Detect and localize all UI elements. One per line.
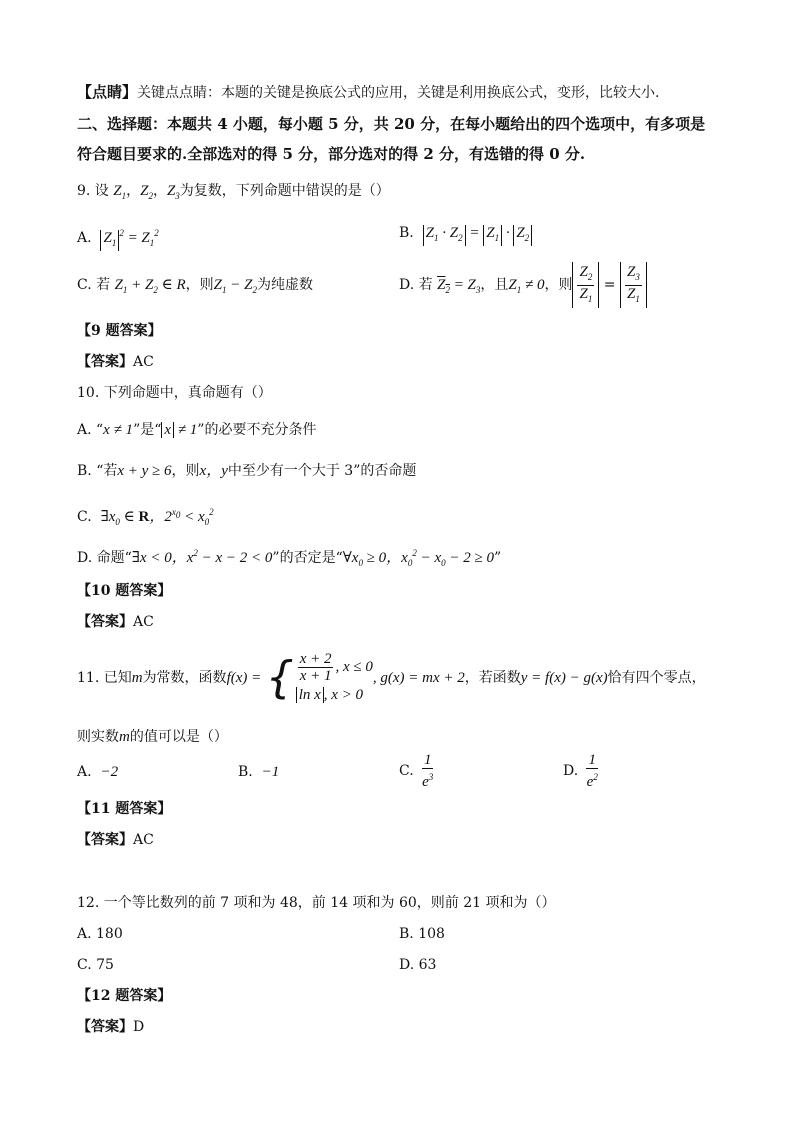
math: $Z_1 + Z_2$ ∈ R <box>114 277 186 295</box>
q11-stem: 11. 已知m为常数，函数f(x) = { $\frac{x + 2}{x + 1}$ , x ≤ 0 ln x , x > 0 , g(x) = mx + 2，若函数y = f(x) − g(x)恰有四个零点， <box>77 650 706 706</box>
q12-option-d: D. 63 <box>399 957 437 973</box>
math: $Z_1^2 = Z_1^2$ <box>100 230 158 246</box>
q10-stem: 10. 下列命题中，真命题有（） <box>77 385 272 401</box>
q11-option-b: B. −1 <box>238 764 280 780</box>
math: $Z_3$ <box>166 183 180 201</box>
q10-answer-tag: 【10 题答案】 <box>77 583 172 599</box>
q12-option-c: C. 75 <box>77 957 114 973</box>
q12-answer: 【答案】D <box>77 1019 145 1035</box>
q12-option-a: A. 180 <box>77 926 123 942</box>
q9-option-c: C. 若 $Z_1 + Z_2$ ∈ R，则$Z_1 - Z_2$为纯虚数 <box>77 277 313 295</box>
math: $Z_1 - Z_2$ <box>213 277 257 295</box>
q9-option-b: B. $Z_1 \cdot Z_2 = Z_1 \cdot Z_2$ <box>399 223 532 246</box>
q10-option-a: A. “x ≠ 1”是“ x ≠ 1”的必要不充分条件 <box>77 422 317 438</box>
math: $\frac{Z_3}{Z_1}$ <box>620 262 647 308</box>
dianjing-text: 关键点点睛：本题的关键是换底公式的应用，关键是利用换底公式，变形，比较大小. <box>137 85 660 101</box>
math: , g(x) = mx + 2 <box>372 670 465 686</box>
math: y = f(x) − g(x) <box>520 670 608 686</box>
math: $\forall x_0 \ge 0$，$x_0^2 - x_0 - 2 \ge 0$ <box>342 548 494 568</box>
dianjing-line <box>77 82 659 103</box>
math: m <box>119 729 130 745</box>
math: x + y ≥ 6 <box>117 463 172 479</box>
q11-answer-tag: 【11 题答案】 <box>77 801 172 817</box>
math: $Z_1 \ne 0$ <box>508 277 545 295</box>
dianjing-label: 【点睛】 <box>77 83 138 101</box>
q10-option-c: C. $\exists x_0$ ∈ R，$2^{x_0} < x_0^2$ <box>77 507 214 527</box>
q9-answer: 【答案】AC <box>77 354 154 370</box>
math: f(x) = <box>226 670 262 686</box>
q12-answer-tag: 【12 题答案】 <box>77 988 172 1004</box>
math: x，y <box>199 463 228 479</box>
section-heading-line1: 二、选择题：本题共 4 小题，每小题 5 分，共 20 分，在每小题给出的四个选项中，有多项是 <box>77 115 706 133</box>
q11-option-d: D. $\frac{1}{e^2}$ <box>563 752 598 790</box>
math: m <box>131 670 143 686</box>
q11-stem-line2: 则实数m的值可以是（） <box>77 729 228 745</box>
q9-answer-tag: 【9 题答案】 <box>77 323 162 339</box>
q9-stem: 9. 设 $Z_1$，$Z_2$，$Z_3$为复数，下列命题中错误的是（） <box>77 183 390 201</box>
q12-stem: 12. 一个等比数列的前 7 项和为 48，前 14 项和为 60，则前 21 项和为（） <box>77 895 556 911</box>
math: $\frac{Z_2}{Z_1}$ <box>572 262 599 308</box>
math: $\exists x_0$ ∈ R，$2^{x_0} < x_0^2$ <box>100 507 214 527</box>
q10-option-d: D. 命题“∃x < 0，$x^2 - x - 2 < 0$”的否定是“$\forall x_0 \ge 0$，$x_0^2 - x_0 - 2 \ge 0$” <box>77 548 502 568</box>
math-piecewise: { $\frac{x + 2}{x + 1}$ , x ≤ 0 ln x , x > 0 <box>265 650 373 703</box>
q10-option-b: B. “若x + y ≥ 6，则x，y中至少有一个大于 3”的否命题 <box>77 463 417 479</box>
math: $Z_2$ <box>140 183 153 201</box>
math: $Z_1$ <box>113 183 127 201</box>
q11-option-c: C. $\frac{1}{e^3}$ <box>399 752 434 790</box>
math: x ≠ 1 <box>103 422 134 438</box>
math: x ≠ 1 <box>161 422 197 438</box>
math: ∃x < 0，$x^2 - x - 2 < 0$ <box>131 548 273 566</box>
q10-answer: 【答案】AC <box>77 614 154 630</box>
math: $Z_1 \cdot Z_2 = Z_1 \cdot Z_2$ <box>423 225 533 241</box>
section-heading-line2: 符合题目要求的.全部选对的得 5 分，部分选对的得 2 分，有选错的得 0 分. <box>77 145 586 163</box>
q11-answer: 【答案】AC <box>77 832 154 848</box>
math: $Z_2 = Z_3$ <box>437 277 481 295</box>
q12-option-b: B. 108 <box>399 926 445 942</box>
q11-option-a: A. −2 <box>77 764 119 780</box>
q9-option-d: D. 若 $Z_2 = Z_3$，且$Z_1 \ne 0$，则 $\frac{Z_2}{Z_1}$ = $\frac{Z_3}{Z_1}$ <box>399 262 647 313</box>
q9-option-a: A. $Z_1^2 = Z_1^2$ <box>77 223 159 253</box>
